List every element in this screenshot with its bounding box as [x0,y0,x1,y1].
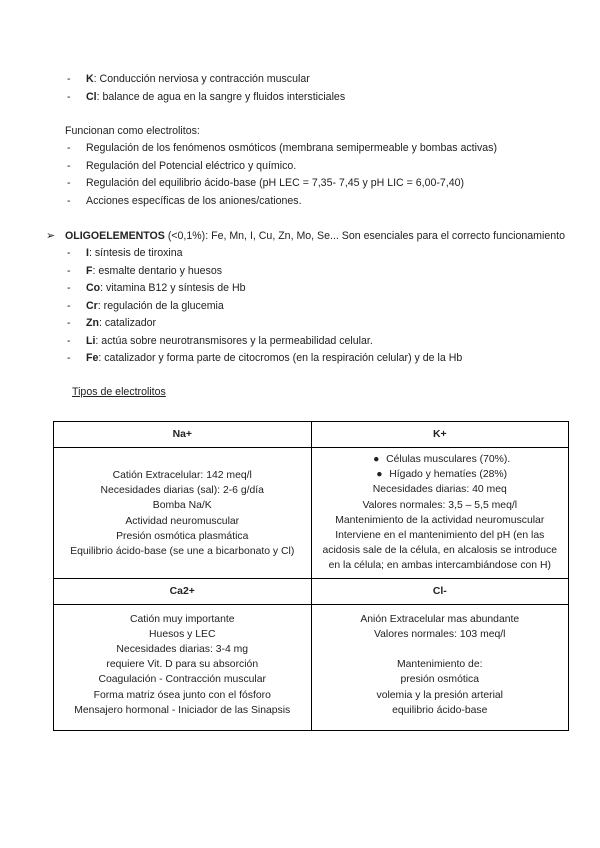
cell-line: Presión osmótica plasmática [116,530,249,542]
cell-line: acidosis sale de la célula, en alcalosis se introduce [322,545,557,557]
dash-bullet-icon: - [67,299,71,312]
electrolytes-table [53,421,569,731]
item-text: : regulación de la glucemia [97,299,224,312]
cell-spacer [316,642,565,657]
dash-bullet-icon: - [67,264,71,277]
item-term: I [86,247,89,259]
item-term: K [86,73,94,85]
dash-bullet-icon: - [67,352,71,364]
cell-line: Mensajero hormonal - Iniciador de las Sinapsis [74,704,291,716]
list-item [0,245,462,263]
list-item [0,298,462,316]
dash-bullet-icon: - [67,282,71,294]
electrolyte-function-list [0,71,345,106]
bullet-line [316,467,565,482]
dash-bullet-icon: - [67,247,71,259]
oligo-text [65,228,565,246]
oligo-title: OLIGOELEMENTOS [65,230,165,242]
functions-list [0,140,497,210]
header-k: K+ [311,422,569,448]
item-text: Acciones específicas de los aniones/cationes. [86,194,302,207]
item-term: Co [86,282,101,294]
dash-bullet-icon: - [67,194,71,207]
dash-bullet-icon: - [67,334,71,347]
item-text: : Conducción nerviosa y contracción muscular [93,73,310,85]
item-text: Regulación de los fenómenos osmóticos (membrana semipermeable y bombas activas) [86,142,497,154]
item-text: : actúa sobre neurotransmisores y la permeabilidad celular. [95,334,373,347]
cell-line: Bomba Na/K [152,500,212,512]
cell-line: Mantenimiento de la actividad neuromuscular [335,514,545,526]
dash-bullet-icon: - [67,159,71,172]
dash-bullet-icon: - [67,317,71,329]
dot-bullet-icon: ● [376,469,383,481]
cell-line: Valores normales: 103 meq/l [374,628,506,640]
cell-line: equilibrio ácido-base [392,704,488,716]
dot-bullet-icon: ● [373,454,380,465]
bullet-text: Hígado y hematíes (28%) [389,469,508,481]
list-item [0,333,462,351]
cell-k [311,448,569,579]
cell-line: Necesidades diarias: 3-4 mg [116,644,249,656]
table-header-row [54,578,569,604]
cell-ca [54,604,312,730]
table-row [54,604,569,730]
item-text: : síntesis de tiroxina [88,247,183,259]
cell-line: en la célula; en ambas intercambiándose con H) [328,560,551,572]
table-header-row [54,422,569,448]
item-text: : balance de agua en la sangre y fluidos intersticiales [96,90,346,103]
cell-line: requiere Vit. D para su absorción [106,659,259,671]
bullet-line [316,452,565,467]
cell-line: Valores normales: 3,5 – 5,5 meq/l [362,499,518,511]
item-text: Regulación del equilibrio ácido-base (pH LEC = 7,35- 7,45 y pH LIC = 6,00-7,40) [86,177,465,189]
item-term: Li [86,334,96,347]
cell-line: Huesos y LEC [149,628,216,640]
table-row [54,448,569,579]
cell-line: Forma matriz ósea junto con el fósforo [93,689,271,701]
arrow-bullet-icon: ➢ [46,230,56,242]
header-ca: Ca2+ [54,578,312,604]
cell-line: Mantenimiento de: [397,659,483,671]
header-na: Na+ [54,422,312,448]
cell-line: Actividad neuromuscular [125,515,240,527]
bullet-text: Células musculares (70%). [386,454,511,465]
oligoelementos-list [0,245,462,368]
header-cl: Cl- [311,578,569,604]
cell-line: Catión muy importante [129,613,235,625]
dash-bullet-icon: - [67,142,71,154]
item-text: : catalizador y forma parte de citocromos (en la respiración celular) y de la Hb [98,352,463,364]
cell-line: Catión Extracelular: 142 meq/l [112,470,252,481]
list-item [0,158,497,176]
item-text: : esmalte dentario y huesos [92,264,223,277]
cell-line: Interviene en el mantenimiento del pH (en las [335,530,545,542]
cell-cl [311,604,569,730]
intro-text: Funcionan como electrolitos: [65,125,200,137]
list-item [0,140,497,158]
item-term: Zn [86,317,99,329]
item-text: : vitamina B12 y síntesis de Hb [100,282,246,294]
list-item [0,89,345,107]
item-term: F [86,264,93,277]
list-item [0,175,497,193]
cell-na [54,448,312,579]
item-term: Cl [86,90,97,103]
cell-line: Coagulación - Contracción muscular [98,674,266,686]
list-item [0,350,462,368]
dash-bullet-icon: - [67,177,71,189]
tipos-heading: Tipos de electrolitos [72,386,166,398]
dash-bullet-icon: - [67,90,71,103]
list-item [0,280,462,298]
list-item [0,315,462,333]
list-item [0,193,497,211]
dash-bullet-icon: - [67,73,71,85]
cell-line: Necesidades diarias: 40 meq [372,484,507,496]
item-text: Regulación del Potencial eléctrico y químico. [86,159,297,172]
oligo-description: (<0,1%): Fe, Mn, I, Cu, Zn, Mo, Se... Son esenciales para el correcto funcionamiento [164,230,565,242]
cell-line: presión osmótica [400,674,480,686]
cell-line: volemia y la presión arterial [376,689,503,701]
item-term: Cr [86,299,98,312]
item-term: Fe [86,352,99,364]
list-item [0,71,345,89]
cell-line: Equilibrio ácido-base (se une a bicarbonato y Cl) [70,546,295,558]
cell-line: Necesidades diarias (sal): 2-6 g/día [100,485,264,497]
item-text: : catalizador [98,317,157,329]
list-item [0,263,462,281]
cell-line: Anión Extracelular mas abundante [360,613,520,625]
